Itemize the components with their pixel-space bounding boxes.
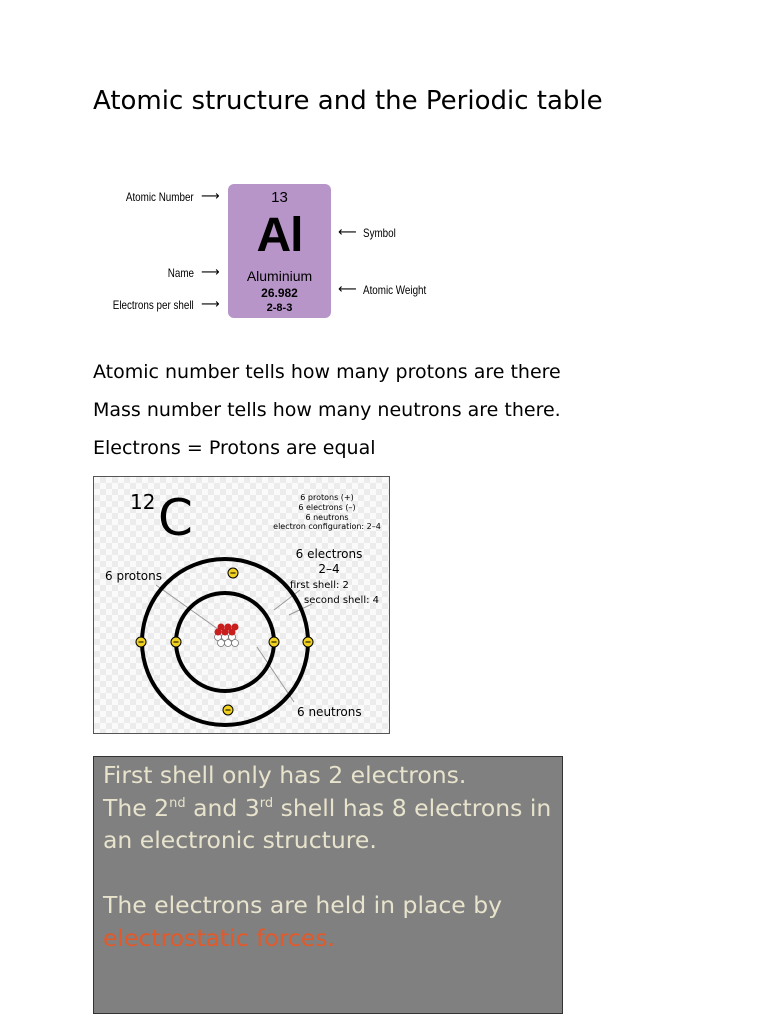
mass-number: 12 — [130, 490, 156, 514]
symbol-label: Symbol — [363, 226, 396, 240]
paragraph-mass-number: Mass number tells how many neutrons are there. — [93, 399, 561, 421]
electron-shells: 2-8-3 — [266, 302, 293, 314]
configuration: 2–4 — [318, 562, 340, 576]
callout-line-shells: The 2 — [103, 793, 170, 822]
protons-label: 6 protons — [105, 569, 162, 583]
electron-icon — [136, 637, 146, 647]
paragraph-electrons-equal: Electrons = Protons are equal — [93, 437, 376, 459]
electron-icon — [223, 705, 233, 715]
aluminium-element-figure — [108, 178, 438, 326]
element-symbol: Al — [256, 209, 303, 262]
electron-icon — [228, 568, 238, 578]
atomic-number: 13 — [271, 189, 288, 206]
carbon-symbol: C — [158, 489, 193, 547]
electrons-per-shell-label: Electrons per shell — [113, 298, 194, 312]
electron-icon — [269, 637, 279, 647]
neutrons-label: 6 neutrons — [297, 705, 362, 719]
right-arrow-icon: ⟶ — [201, 189, 220, 204]
atomic-number-label: Atomic Number — [126, 190, 194, 204]
left-arrow-icon: ⟵ — [338, 282, 357, 297]
first-shell-label: first shell: 2 — [290, 580, 349, 591]
left-arrow-icon: ⟵ — [338, 225, 357, 240]
electrostatic-forces-highlight: electrostatic forces. — [103, 923, 335, 952]
callout-line-held: The electrons are held in place by — [103, 891, 503, 919]
callout-line-first-shell: First shell only has 2 electrons. — [103, 761, 467, 789]
callout-line-shells-end: shell has 8 electrons in an electronic structure. — [103, 793, 552, 854]
summary-configuration: electron configuration: 2–4 — [273, 522, 381, 531]
electrons-heading: 6 electrons — [295, 547, 363, 561]
right-arrow-icon: ⟶ — [201, 297, 220, 312]
callout-line-shells-mid: and 3 — [185, 793, 260, 822]
summary-neutrons: 6 neutrons — [305, 513, 349, 522]
page-title: Atomic structure and the Periodic table — [93, 86, 603, 116]
element-card — [228, 184, 331, 318]
name-label: Name — [167, 266, 194, 280]
atomic-weight: 26.982 — [261, 286, 298, 300]
right-arrow-icon: ⟶ — [201, 265, 220, 280]
electron-shell-callout — [93, 756, 563, 1014]
element-name: Aluminium — [246, 268, 313, 284]
ordinal-suffix: nd — [169, 795, 186, 811]
electron-icon — [303, 637, 313, 647]
electron-icon — [171, 637, 181, 647]
callout-text — [103, 759, 555, 954]
ordinal-suffix: rd — [259, 795, 274, 811]
summary-protons: 6 protons (+) — [300, 493, 354, 502]
carbon-atom-diagram — [93, 476, 390, 734]
atomic-weight-label: Atomic Weight — [363, 283, 427, 297]
second-shell-label: second shell: 4 — [304, 595, 380, 606]
paragraph-atomic-number: Atomic number tells how many protons are there — [93, 361, 561, 383]
summary-electrons: 6 electrons (–) — [298, 503, 356, 512]
nucleus — [215, 624, 239, 647]
